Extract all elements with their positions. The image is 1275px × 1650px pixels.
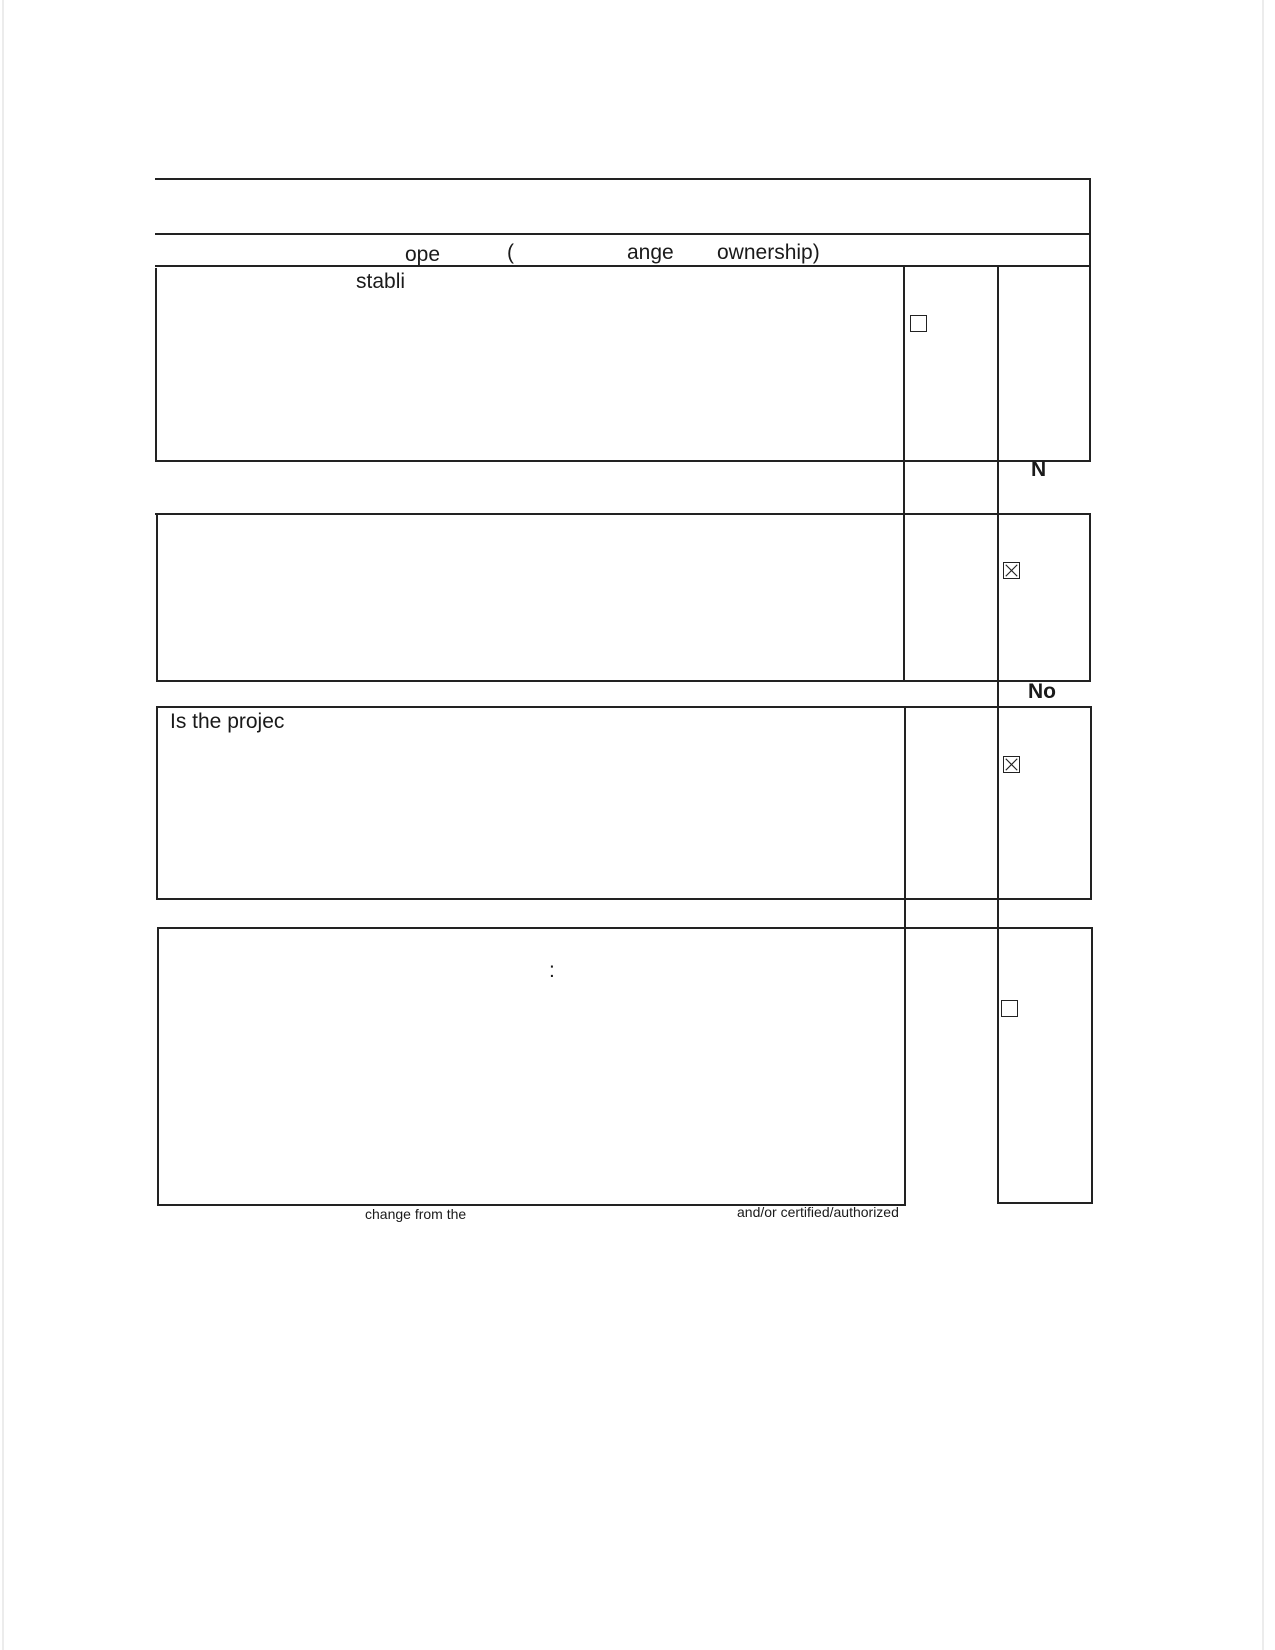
- question-3-no-header: No: [1028, 680, 1056, 703]
- question-4-colon: :: [549, 959, 555, 982]
- check-x-icon: [1004, 563, 1019, 578]
- question-3-text: Is the projec: [170, 710, 285, 733]
- scan-edge-right: [1262, 0, 1264, 1650]
- header-fragment-2: (: [507, 241, 514, 264]
- header-fragment-1: ope: [405, 243, 441, 266]
- question-3-no-checkbox[interactable]: [1003, 756, 1020, 773]
- question-2-no-header: N: [1031, 458, 1047, 481]
- question-4-no-checkbox[interactable]: [1001, 1000, 1018, 1017]
- header-fragment-3: ange: [627, 241, 674, 264]
- question-1-text: stabli: [356, 270, 406, 293]
- question-2-no-checkbox[interactable]: [1003, 562, 1020, 579]
- check-x-icon: [1004, 757, 1019, 772]
- footer-right-text: and/or certified/authorized: [737, 1204, 899, 1220]
- header-fragment-4: ownership): [717, 241, 820, 264]
- footer-left-text: change from the: [365, 1206, 467, 1222]
- scan-edge-left: [2, 0, 4, 1650]
- question-1-yes-checkbox[interactable]: [910, 315, 927, 332]
